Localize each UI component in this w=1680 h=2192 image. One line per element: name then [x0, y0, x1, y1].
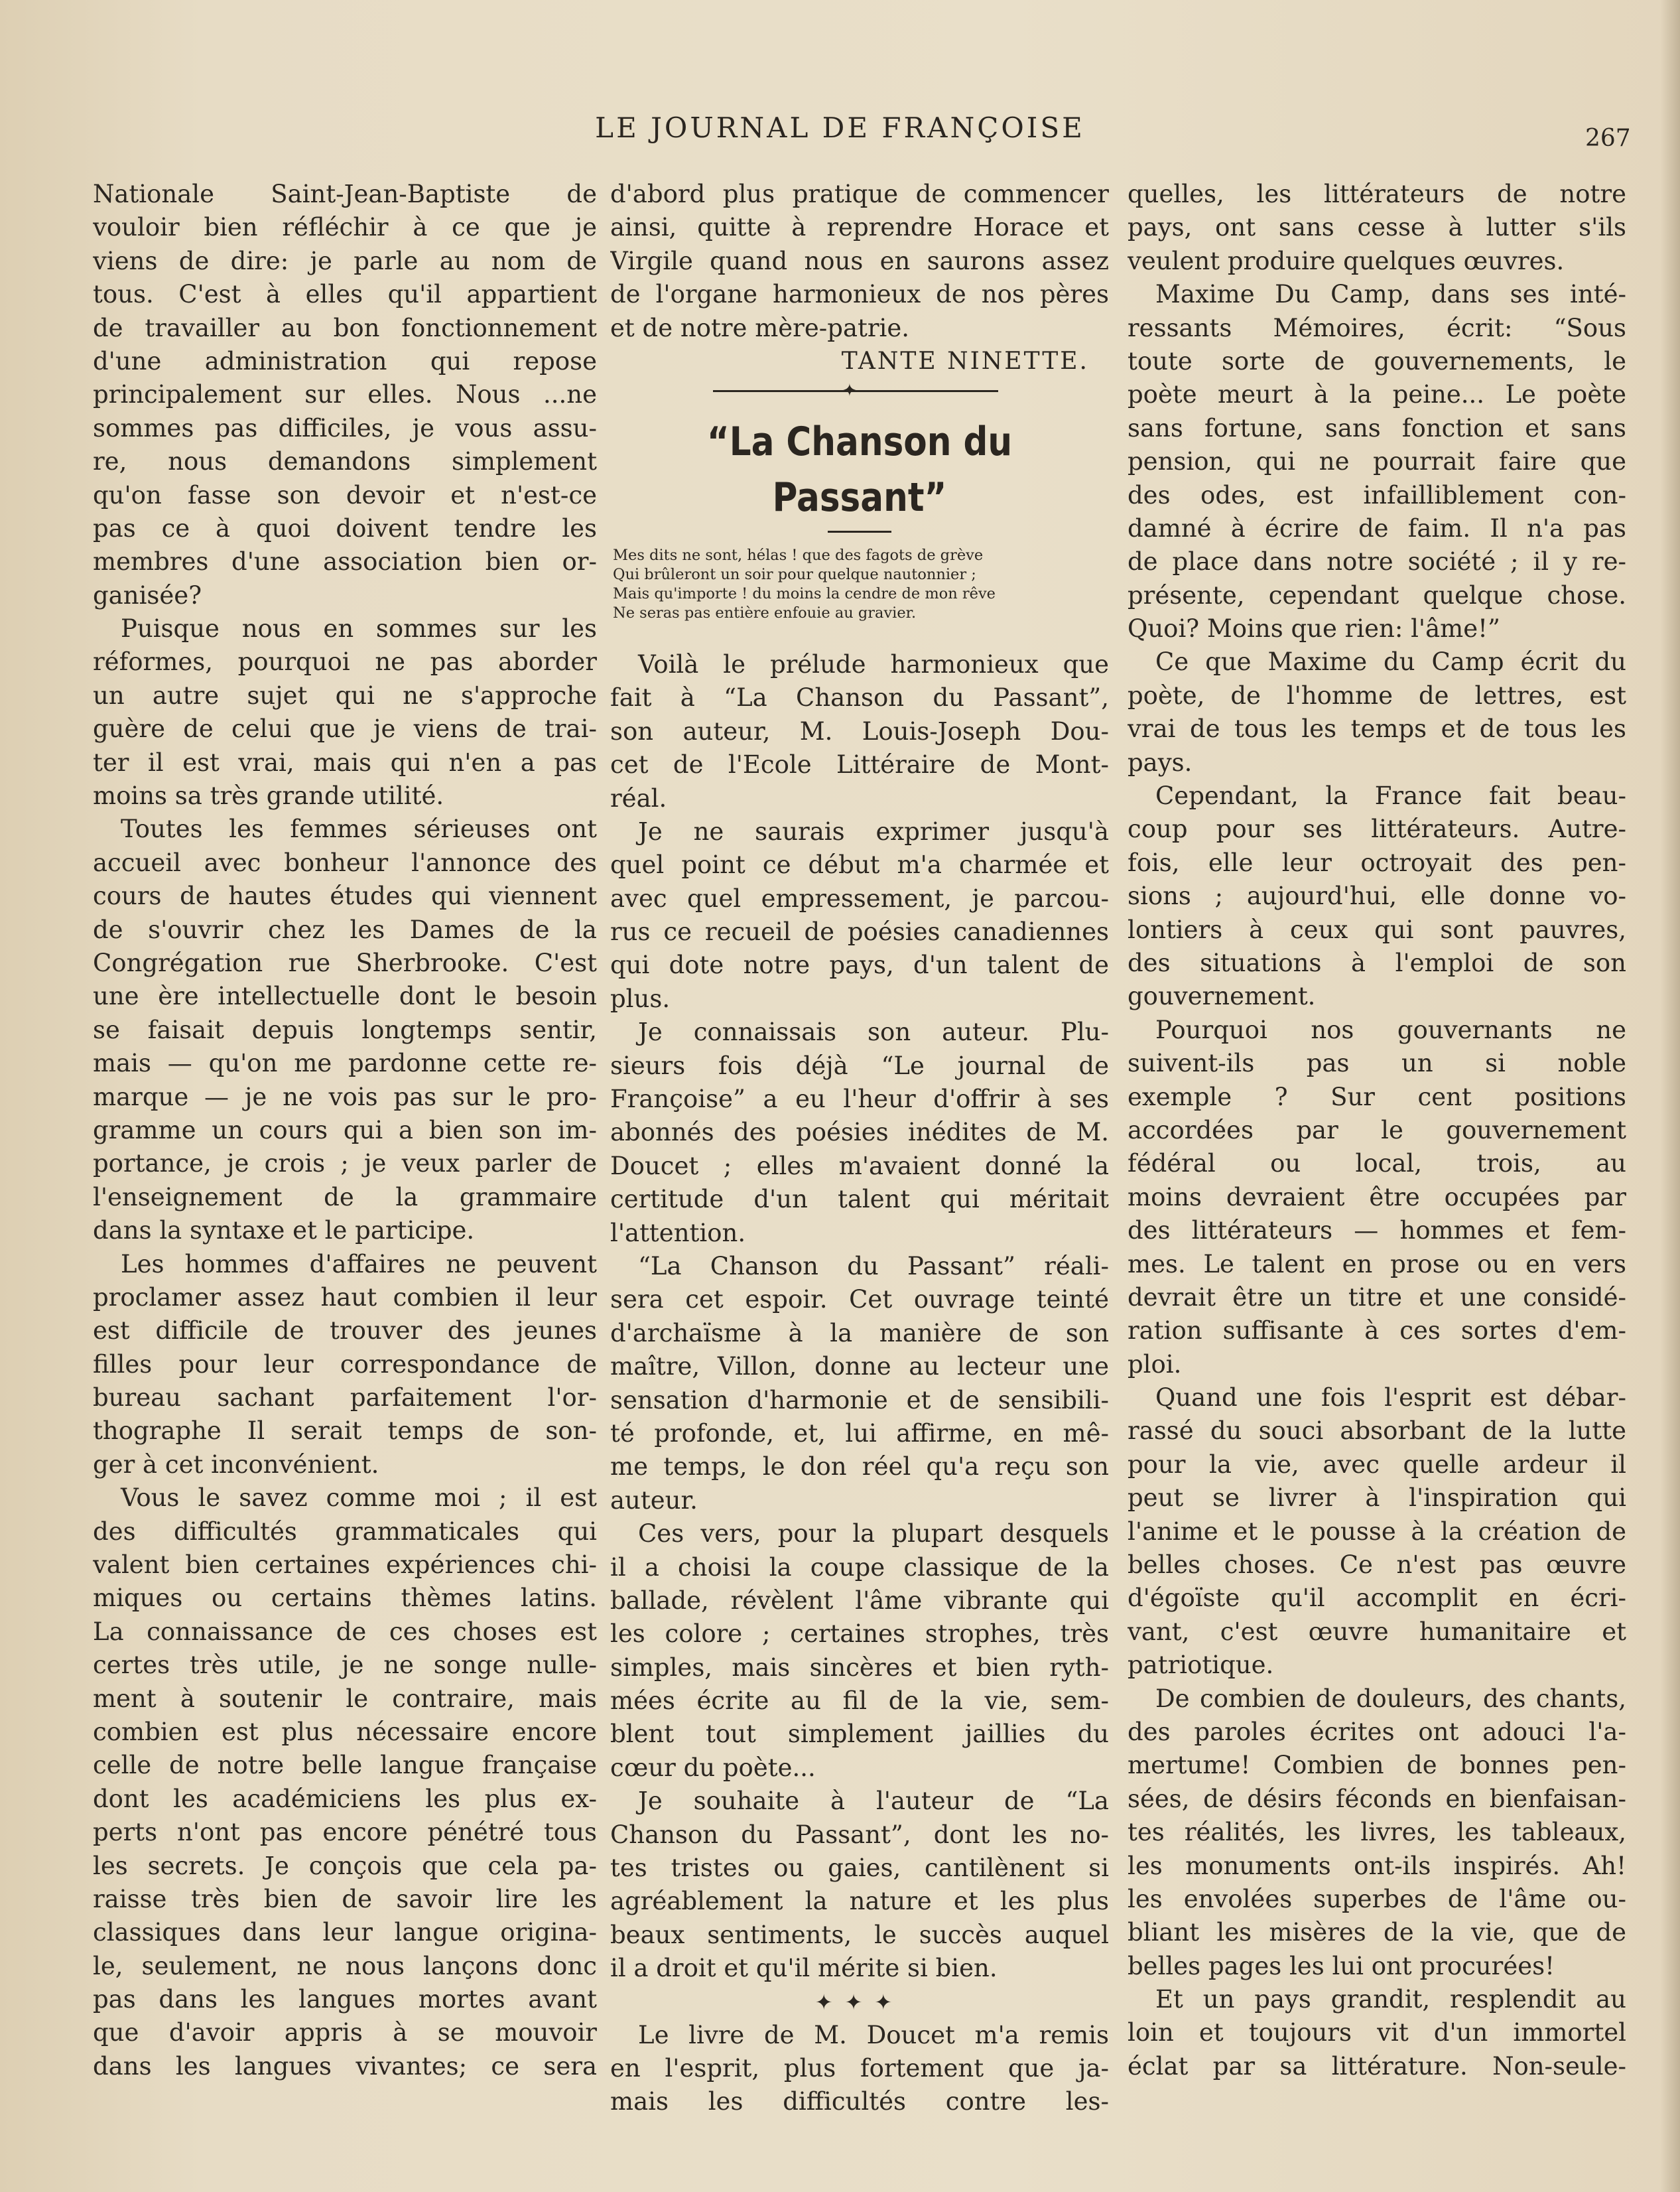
text-line: Quoi? Moins que rien: l'âme!”: [1128, 614, 1500, 644]
text-line: pays.: [1128, 748, 1193, 777]
text-line: les secrets. Je conçois que cela pa-: [93, 1851, 597, 1880]
text-line: moins devraient être occupées par: [1128, 1182, 1626, 1211]
text-line: ballade, révèlent l'âme vibrante qui: [610, 1586, 1109, 1615]
text-line: principalement sur elles. Nous ...ne: [93, 380, 597, 409]
text-line: exemple ? Sur cent positions: [1128, 1082, 1626, 1111]
text-line: sées, de désirs féconds en bienfaisan-: [1128, 1784, 1626, 1813]
text-line: ploi.: [1128, 1349, 1182, 1379]
text-line: il a choisi la coupe classique de la: [610, 1552, 1109, 1582]
text-line: Vous le savez comme moi ; il est: [121, 1483, 597, 1513]
text-line: sieurs fois déjà “Le journal de: [610, 1051, 1109, 1080]
text-line: tous. C'est à elles qu'il appartient: [93, 280, 597, 309]
text-line: des difficultés grammaticales qui: [93, 1517, 597, 1546]
text-line: qui dote notre pays, d'un talent de: [610, 951, 1109, 980]
text-line: une ère intellectuelle dont le besoin: [93, 982, 597, 1011]
page-edge-shadow: [1660, 0, 1680, 2192]
text-line: et de notre mère-patrie.: [610, 313, 910, 342]
epigraph: [610, 546, 1109, 623]
text-line: en l'esprit, plus fortement que ja-: [610, 2053, 1109, 2083]
text-line: mes. Le talent en prose ou en vers: [1128, 1249, 1626, 1278]
text-line: Je ne saurais exprimer jusqu'à: [638, 817, 1109, 846]
text-line: fois, elle leur octroyait des pen-: [1128, 848, 1626, 877]
text-line: Doucet ; elles m'avaient donné la: [610, 1151, 1109, 1180]
text-line: membres d'une association bien or-: [93, 547, 597, 577]
text-line: réal.: [610, 784, 667, 813]
text-line: guère de celui que je viens de trai-: [93, 715, 597, 744]
text-line: Congrégation rue Sherbrooke. C'est: [93, 948, 597, 977]
text-line: poète, de l'homme de lettres, est: [1128, 681, 1626, 710]
text-line: raisse très bien de savoir lire les: [93, 1884, 597, 1913]
text-line: bureau sachant parfaitement l'or-: [93, 1383, 597, 1412]
text-line: gramme un cours qui a bien son im-: [93, 1115, 597, 1144]
text-line: quelles, les littérateurs de notre: [1128, 180, 1626, 208]
text-line: devrait être un titre et une considé-: [1128, 1282, 1626, 1312]
text-line: Nationale Saint-Jean-Baptiste de: [93, 180, 597, 208]
text-line: thographe Il serait temps de son-: [93, 1416, 597, 1446]
text-line: belles choses. Ce n'est pas œuvre: [1128, 1550, 1626, 1580]
text-line: rus ce recueil de poésies canadiennes: [610, 918, 1109, 947]
text-line: té profonde, et, lui affirme, en mê-: [610, 1418, 1109, 1448]
text-line: tes tristes ou gaies, cantilènent si: [610, 1854, 1109, 1883]
text-line: veulent produire quelques œuvres.: [1128, 246, 1565, 275]
text-line: mais les difficultés contre les-: [610, 2087, 1109, 2116]
text-line: Ce que Maxime du Camp écrit du: [1155, 648, 1626, 677]
text-line: des paroles écrites ont adouci l'a-: [1128, 1717, 1626, 1746]
text-line: abonnés des poésies inédites de M.: [610, 1118, 1109, 1147]
text-line: l'enseignement de la grammaire: [93, 1182, 597, 1211]
text-line: filles pour leur correspondance de: [93, 1349, 597, 1379]
text-line: les monuments ont-ils inspirés. Ah!: [1128, 1851, 1626, 1880]
text-line: Françoise” a eu l'heur d'offrir à ses: [610, 1085, 1109, 1114]
text-line: vouloir bien réfléchir à ce que je: [93, 213, 597, 242]
text-line: ration suffisante à ces sortes d'em-: [1128, 1316, 1626, 1345]
text-line: re, nous demandons simplement: [93, 447, 597, 476]
text-line: Quand une fois l'esprit est débar-: [1155, 1383, 1626, 1412]
text-line: sans fortune, sans fonction et sans: [1128, 413, 1626, 443]
text-line: auteur.: [610, 1485, 698, 1515]
column-2: [610, 178, 1109, 2119]
epigraph-line: Mais qu'importe ! du moins la cendre de mon rêve: [613, 584, 996, 602]
text-line: Pourquoi nos gouvernants ne: [1155, 1015, 1626, 1044]
text-line: accueil avec bonheur l'annonce des: [93, 848, 597, 877]
text-line: gouvernement.: [1128, 982, 1316, 1011]
text-line: plus.: [610, 984, 671, 1013]
text-line: perts n'ont pas encore pénétré tous: [93, 1818, 597, 1847]
text-line: suivent-ils pas un si noble: [1128, 1049, 1626, 1078]
text-line: loin et toujours vit d'un immortel: [1128, 2018, 1626, 2047]
text-line: de s'ouvrir chez les Dames de la: [93, 915, 597, 944]
text-line: La connaissance de ces choses est: [93, 1617, 597, 1646]
section-divider: [610, 378, 1109, 405]
text-line: Maxime Du Camp, dans ses inté-: [1155, 280, 1626, 309]
text-line: pas ce à quoi doivent tendre les: [93, 514, 597, 543]
text-line: des odes, est infailliblement con-: [1128, 480, 1626, 510]
text-line: éclat par sa littérature. Non-seule-: [1128, 2051, 1626, 2081]
text-line: dans la syntaxe et le participe.: [93, 1216, 475, 1245]
text-line: sensation d'harmonie et de sensibili-: [610, 1385, 1109, 1414]
epigraph-line: Ne seras pas entière enfouie au gravier.: [613, 604, 917, 622]
text-line: qu'on fasse son devoir et n'est-ce: [93, 480, 597, 510]
text-line: Je souhaite à l'auteur de “La: [638, 1787, 1109, 1816]
text-line: Les hommes d'affaires ne peuvent: [121, 1249, 597, 1278]
text-line: simples, mais sincères et bien ryth-: [610, 1653, 1109, 1682]
text-line: marque — je ne vois pas sur le pro-: [93, 1082, 597, 1111]
text-line: Et un pays grandit, resplendit au: [1155, 1985, 1626, 2014]
text-line: dans les langues vivantes; ce sera: [93, 2051, 597, 2081]
text-line: des littérateurs — hommes et fem-: [1128, 1216, 1626, 1245]
text-line: d'abord plus pratique de commencer: [610, 180, 1109, 208]
text-line: mertume! Combien de bonnes pen-: [1128, 1751, 1626, 1780]
text-line: ter il est vrai, mais qui n'en a pas: [93, 748, 597, 777]
text-line: de place dans notre société ; il y re-: [1128, 547, 1626, 577]
epigraph-line: Qui brûleront un soir pour quelque nautonnier ;: [613, 565, 976, 583]
text-line: rassé du souci absorbant de la lutte: [1128, 1416, 1626, 1446]
text-line: Le livre de M. Doucet m'a remis: [638, 2020, 1109, 2049]
text-line: portance, je crois ; je veux parler de: [93, 1149, 597, 1178]
text-line: avec quel empressement, je parcou-: [610, 884, 1109, 913]
text-line: vant, c'est œuvre humanitaire et: [1128, 1617, 1626, 1646]
text-line: Voilà le prélude harmonieux que: [638, 650, 1109, 679]
text-line: réformes, pourquoi ne pas aborder: [93, 648, 597, 677]
text-line: l'anime et le pousse à la création de: [1128, 1517, 1626, 1546]
text-line: agréablement la nature et les plus: [610, 1887, 1109, 1916]
text-line: Je connaissais son auteur. Plu-: [638, 1018, 1109, 1047]
text-line: fédéral ou local, trois, au: [1128, 1149, 1626, 1178]
text-line: Chanson du Passant”, dont les no-: [610, 1820, 1109, 1849]
text-line: ganisée?: [93, 581, 202, 610]
text-line: tes réalités, les livres, les tableaux,: [1128, 1818, 1626, 1847]
ornament-stars-icon: ✦✦✦: [814, 1989, 905, 2015]
text-line: coup pour ses littérateurs. Autre-: [1128, 815, 1626, 844]
text-line: Virgile quand nous en saurons assez: [610, 246, 1109, 275]
text-line: classiques dans leur langue origina-: [93, 1918, 597, 1947]
text-line: mais — qu'on me pardonne cette re-: [93, 1049, 597, 1078]
text-line: pour la vie, avec quelle ardeur il: [1128, 1450, 1626, 1479]
text-line: l'attention.: [610, 1218, 746, 1247]
text-line: un autre sujet qui ne s'approche: [93, 681, 597, 710]
text-line: le, seulement, ne nous lançons donc: [93, 1951, 597, 1980]
title-rule: [828, 531, 891, 533]
text-line: moins sa très grande utilité.: [93, 782, 444, 811]
text-line: sions ; aujourd'hui, elle donne vo-: [1128, 882, 1626, 911]
divider-diamond-icon: ✦: [842, 380, 857, 401]
text-line: patriotique.: [1128, 1651, 1274, 1680]
page-number: 267: [1585, 125, 1631, 152]
text-line: mées écrite au fil de la vie, sem-: [610, 1686, 1109, 1716]
text-line: pension, qui ne pourrait faire que: [1128, 447, 1626, 476]
text-line: valent bien certaines expériences chi-: [93, 1550, 597, 1580]
text-line: d'archaïsme à la manière de son: [610, 1318, 1109, 1347]
text-line: ger à cet inconvénient.: [93, 1450, 379, 1479]
text-line: de l'organe harmonieux de nos pères: [610, 280, 1109, 309]
text-line: fait à “La Chanson du Passant”,: [610, 683, 1109, 713]
text-line: présente, cependant quelque chose.: [1128, 581, 1626, 610]
text-line: beaux sentiments, le succès auquel: [610, 1920, 1109, 1949]
text-line: cœur du poète...: [610, 1753, 816, 1782]
text-line: que d'avoir appris à se mouvoir: [93, 2018, 597, 2047]
text-line: maître, Villon, donne au lecteur une: [610, 1352, 1109, 1381]
author-signature: TANTE NINETTE.: [841, 347, 1089, 375]
text-line: sera cet espoir. Cet ouvrage teinté: [610, 1285, 1109, 1314]
text-line: peut se livrer à l'inspiration qui: [1128, 1483, 1626, 1513]
text-line: celle de notre belle langue française: [93, 1751, 597, 1780]
column-3: [1128, 178, 1626, 2083]
text-line: miques ou certains thèmes latins.: [93, 1584, 597, 1613]
text-line: blent tout simplement jaillies du: [610, 1720, 1109, 1749]
text-line: d'égoïste qu'il accomplit en écri-: [1128, 1584, 1626, 1613]
text-line: Toutes les femmes sérieuses ont: [121, 815, 597, 844]
text-line: De combien de douleurs, des chants,: [1155, 1684, 1626, 1713]
text-line: se faisait depuis longtemps sentir,: [93, 1015, 597, 1044]
running-head: LE JOURNAL DE FRANÇOISE: [595, 111, 1085, 144]
column-1: [93, 178, 597, 2083]
text-line: combien est plus nécessaire encore: [93, 1717, 597, 1746]
text-line: est difficile de trouver des jeunes: [93, 1316, 597, 1345]
text-line: viens de dire: je parle au nom de: [93, 246, 597, 275]
text-line: cet de l'Ecole Littéraire de Mont-: [610, 750, 1109, 780]
text-line: accordées par le gouvernement: [1128, 1115, 1626, 1144]
text-line: pays, ont sans cesse à lutter s'ils: [1128, 213, 1626, 242]
text-line: cours de hautes études qui viennent: [93, 882, 597, 911]
text-line: Ces vers, pour la plupart desquels: [638, 1519, 1109, 1548]
text-line: damné à écrire de faim. Il n'a pas: [1128, 514, 1626, 543]
text-line: me temps, le don réel qu'a reçu son: [610, 1452, 1109, 1481]
text-line: certes très utile, je ne songe nulle-: [93, 1651, 597, 1680]
text-line: lontiers à ceux qui sont pauvres,: [1128, 915, 1626, 944]
text-line: dont les académiciens les plus ex-: [93, 1784, 597, 1813]
text-line: son auteur, M. Louis-Joseph Dou-: [610, 717, 1109, 746]
text-line: des situations à l'emploi de son: [1128, 948, 1626, 977]
previous-article-end: [610, 178, 1109, 345]
article-title: “La Chanson du Passant”: [706, 418, 1013, 521]
text-line: ment à soutenir le contraire, mais: [93, 1684, 597, 1713]
text-line: belles pages les lui ont procurées!: [1128, 1951, 1555, 1980]
text-line: “La Chanson du Passant” réali-: [638, 1251, 1109, 1280]
article-body: [610, 648, 1109, 1986]
text-line: il a droit et qu'il mérite si bien.: [610, 1954, 998, 1983]
epigraph-line: Mes dits ne sont, hélas ! que des fagots de grève: [613, 546, 984, 564]
text-line: les colore ; certaines strophes, très: [610, 1619, 1109, 1649]
text-line: Cependant, la France fait beau-: [1155, 782, 1626, 811]
text-line: de travailler au bon fonctionnement: [93, 313, 597, 342]
text-line: ainsi, quitte à reprendre Horace et: [610, 213, 1109, 242]
text-line: vrai de tous les temps et de tous les: [1128, 715, 1626, 744]
text-line: quel point ce début m'a charmée et: [610, 851, 1109, 880]
article-body-continued: [610, 2019, 1109, 2119]
text-line: Puisque nous en sommes sur les: [121, 614, 597, 644]
text-line: d'une administration qui repose: [93, 346, 597, 376]
text-line: certitude d'un talent qui méritait: [610, 1185, 1109, 1214]
text-line: toute sorte de gouvernements, le: [1128, 346, 1626, 376]
text-line: pas dans les langues mortes avant: [93, 1985, 597, 2014]
text-line: bliant les misères de la vie, que de: [1128, 1918, 1626, 1947]
text-line: les envolées superbes de l'âme ou-: [1128, 1884, 1626, 1913]
text-line: sommes pas difficiles, je vous assu-: [93, 413, 597, 443]
text-line: proclamer assez haut combien il leur: [93, 1282, 597, 1312]
text-line: poète meurt à la peine... Le poète: [1128, 380, 1626, 409]
text-line: ressants Mémoires, écrit: “Sous: [1128, 313, 1626, 342]
